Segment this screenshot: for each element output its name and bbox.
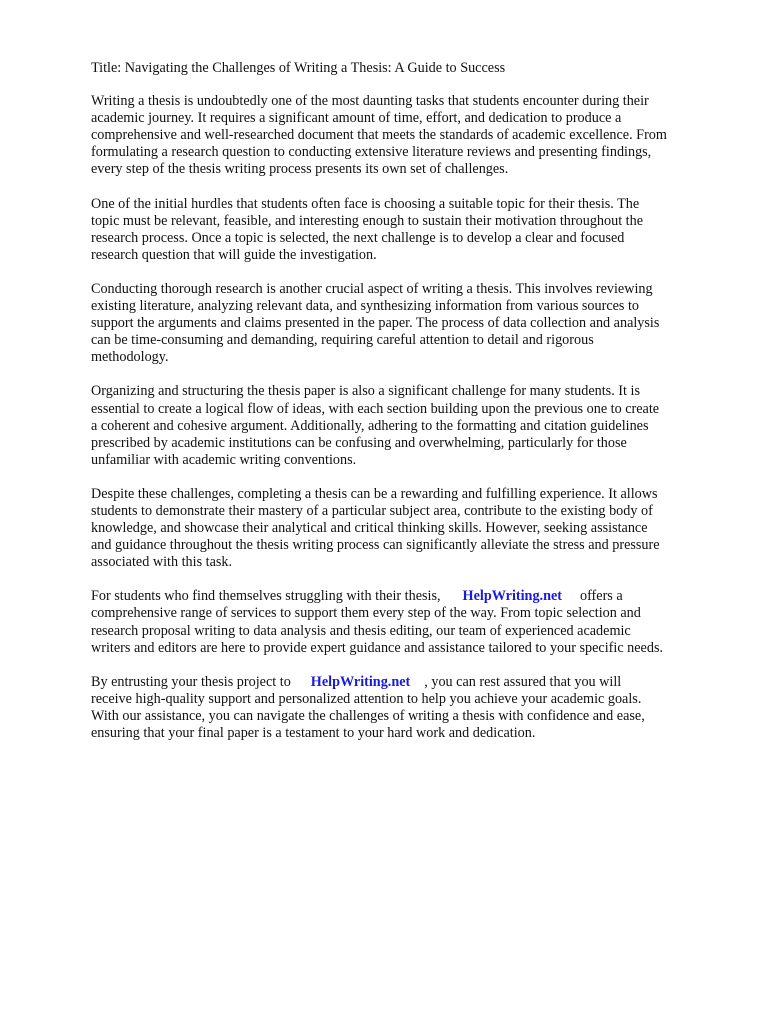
promo-text-before-link: For students who find themselves struggling with their thesis, bbox=[91, 588, 441, 605]
paragraph-line: receive high-quality support and personalized attention to help you achieve your academic goals. bbox=[91, 690, 642, 707]
paragraph-line: existing literature, analyzing relevant data, and synthesizing information from various sources to bbox=[91, 298, 640, 315]
paragraph-line: essential to create a logical flow of ideas, with each section building upon the previous one to create bbox=[91, 400, 660, 417]
paragraph-line: research question that will guide the investigation. bbox=[91, 246, 377, 263]
paragraph-line: prescribed by academic institutions can be confusing and overwhelming, particularly for those bbox=[91, 434, 627, 451]
paragraph-research bbox=[91, 281, 731, 366]
paragraph-line: formulating a research question to conducting extensive literature reviews and presenting findings, bbox=[91, 144, 652, 161]
paragraph-line: research proposal writing to data analysis and thesis editing, our team of experienced academic bbox=[91, 622, 631, 639]
paragraph-line: knowledge, and showcase their analytical and critical thinking skills. However, seeking assistance bbox=[91, 520, 648, 537]
paragraph-line: students to demonstrate their mastery of a particular subject area, contribute to the existing body of bbox=[91, 502, 653, 519]
paragraph-line: comprehensive range of services to support them every step of the way. From topic selection and bbox=[91, 605, 641, 622]
paragraph-line: support the arguments and claims presented in the paper. The process of data collection and analysis bbox=[91, 315, 660, 332]
paragraph-organizing bbox=[91, 383, 731, 468]
promo-text-after-link: , you can rest assured that you will bbox=[424, 673, 622, 690]
paragraph-line: a coherent and cohesive argument. Additionally, adhering to the formatting and citation guidelines bbox=[91, 417, 649, 434]
paragraph-line: Despite these challenges, completing a thesis can be a rewarding and fulfilling experience. It allows bbox=[91, 485, 658, 502]
paragraph-line: Organizing and structuring the thesis paper is also a significant challenge for many students. It is bbox=[91, 383, 640, 400]
helpwriting-link[interactable]: HelpWriting.net bbox=[310, 673, 411, 690]
paragraph-intro bbox=[91, 93, 731, 178]
paragraph-line: Conducting thorough research is another crucial aspect of writing a thesis. This involves reviewing bbox=[91, 280, 653, 297]
document-page bbox=[91, 60, 731, 759]
paragraph-line: academic journey. It requires a significant amount of time, effort, and dedication to produce a bbox=[91, 110, 622, 127]
paragraph-line: topic must be relevant, feasible, and interesting enough to sustain their motivation throughout the bbox=[91, 212, 644, 229]
paragraph-line: writers and editors are here to provide expert guidance and assistance tailored to your specific needs. bbox=[91, 639, 664, 656]
paragraph-line: every step of the thesis writing process presents its own set of challenges. bbox=[91, 161, 509, 178]
paragraph-promo-services bbox=[91, 588, 731, 656]
paragraph-line: and guidance throughout the thesis writing process can significantly alleviate the stress and pressure bbox=[91, 537, 660, 554]
paragraph-line: One of the initial hurdles that students often face is choosing a suitable topic for their thesis. The bbox=[91, 195, 640, 212]
paragraph-line: unfamiliar with academic writing conventions. bbox=[91, 451, 357, 468]
promo-text-before-link: By entrusting your thesis project to bbox=[91, 673, 291, 690]
document-title: Title: Navigating the Challenges of Writing a Thesis: A Guide to Success bbox=[91, 60, 506, 76]
paragraph-line bbox=[91, 588, 731, 605]
paragraph-line: methodology. bbox=[91, 349, 169, 366]
paragraph-line: ensuring that your final paper is a testament to your hard work and dedication. bbox=[91, 725, 536, 741]
paragraph-line: associated with this task. bbox=[91, 554, 233, 571]
paragraph-line: With our assistance, you can navigate the challenges of writing a thesis with confidence and ease, bbox=[91, 707, 645, 724]
paragraph-despite bbox=[91, 486, 731, 571]
helpwriting-link[interactable]: HelpWriting.net bbox=[462, 588, 562, 605]
paragraph-line: Writing a thesis is undoubtedly one of the most daunting tasks that students encounter during their bbox=[91, 93, 649, 110]
paragraph-line: comprehensive and well-researched document that meets the standards of academic excellence. From bbox=[91, 127, 667, 144]
paragraph-promo-entrust bbox=[91, 674, 731, 742]
paragraph-line: research process. Once a topic is selected, the next challenge is to develop a clear and focused bbox=[91, 229, 625, 246]
paragraph-line: can be time-consuming and demanding, requiring careful attention to detail and rigorous bbox=[91, 332, 594, 349]
paragraph-topic bbox=[91, 196, 731, 264]
paragraph-line bbox=[91, 674, 731, 691]
promo-text-after-link: offers a bbox=[580, 588, 623, 605]
